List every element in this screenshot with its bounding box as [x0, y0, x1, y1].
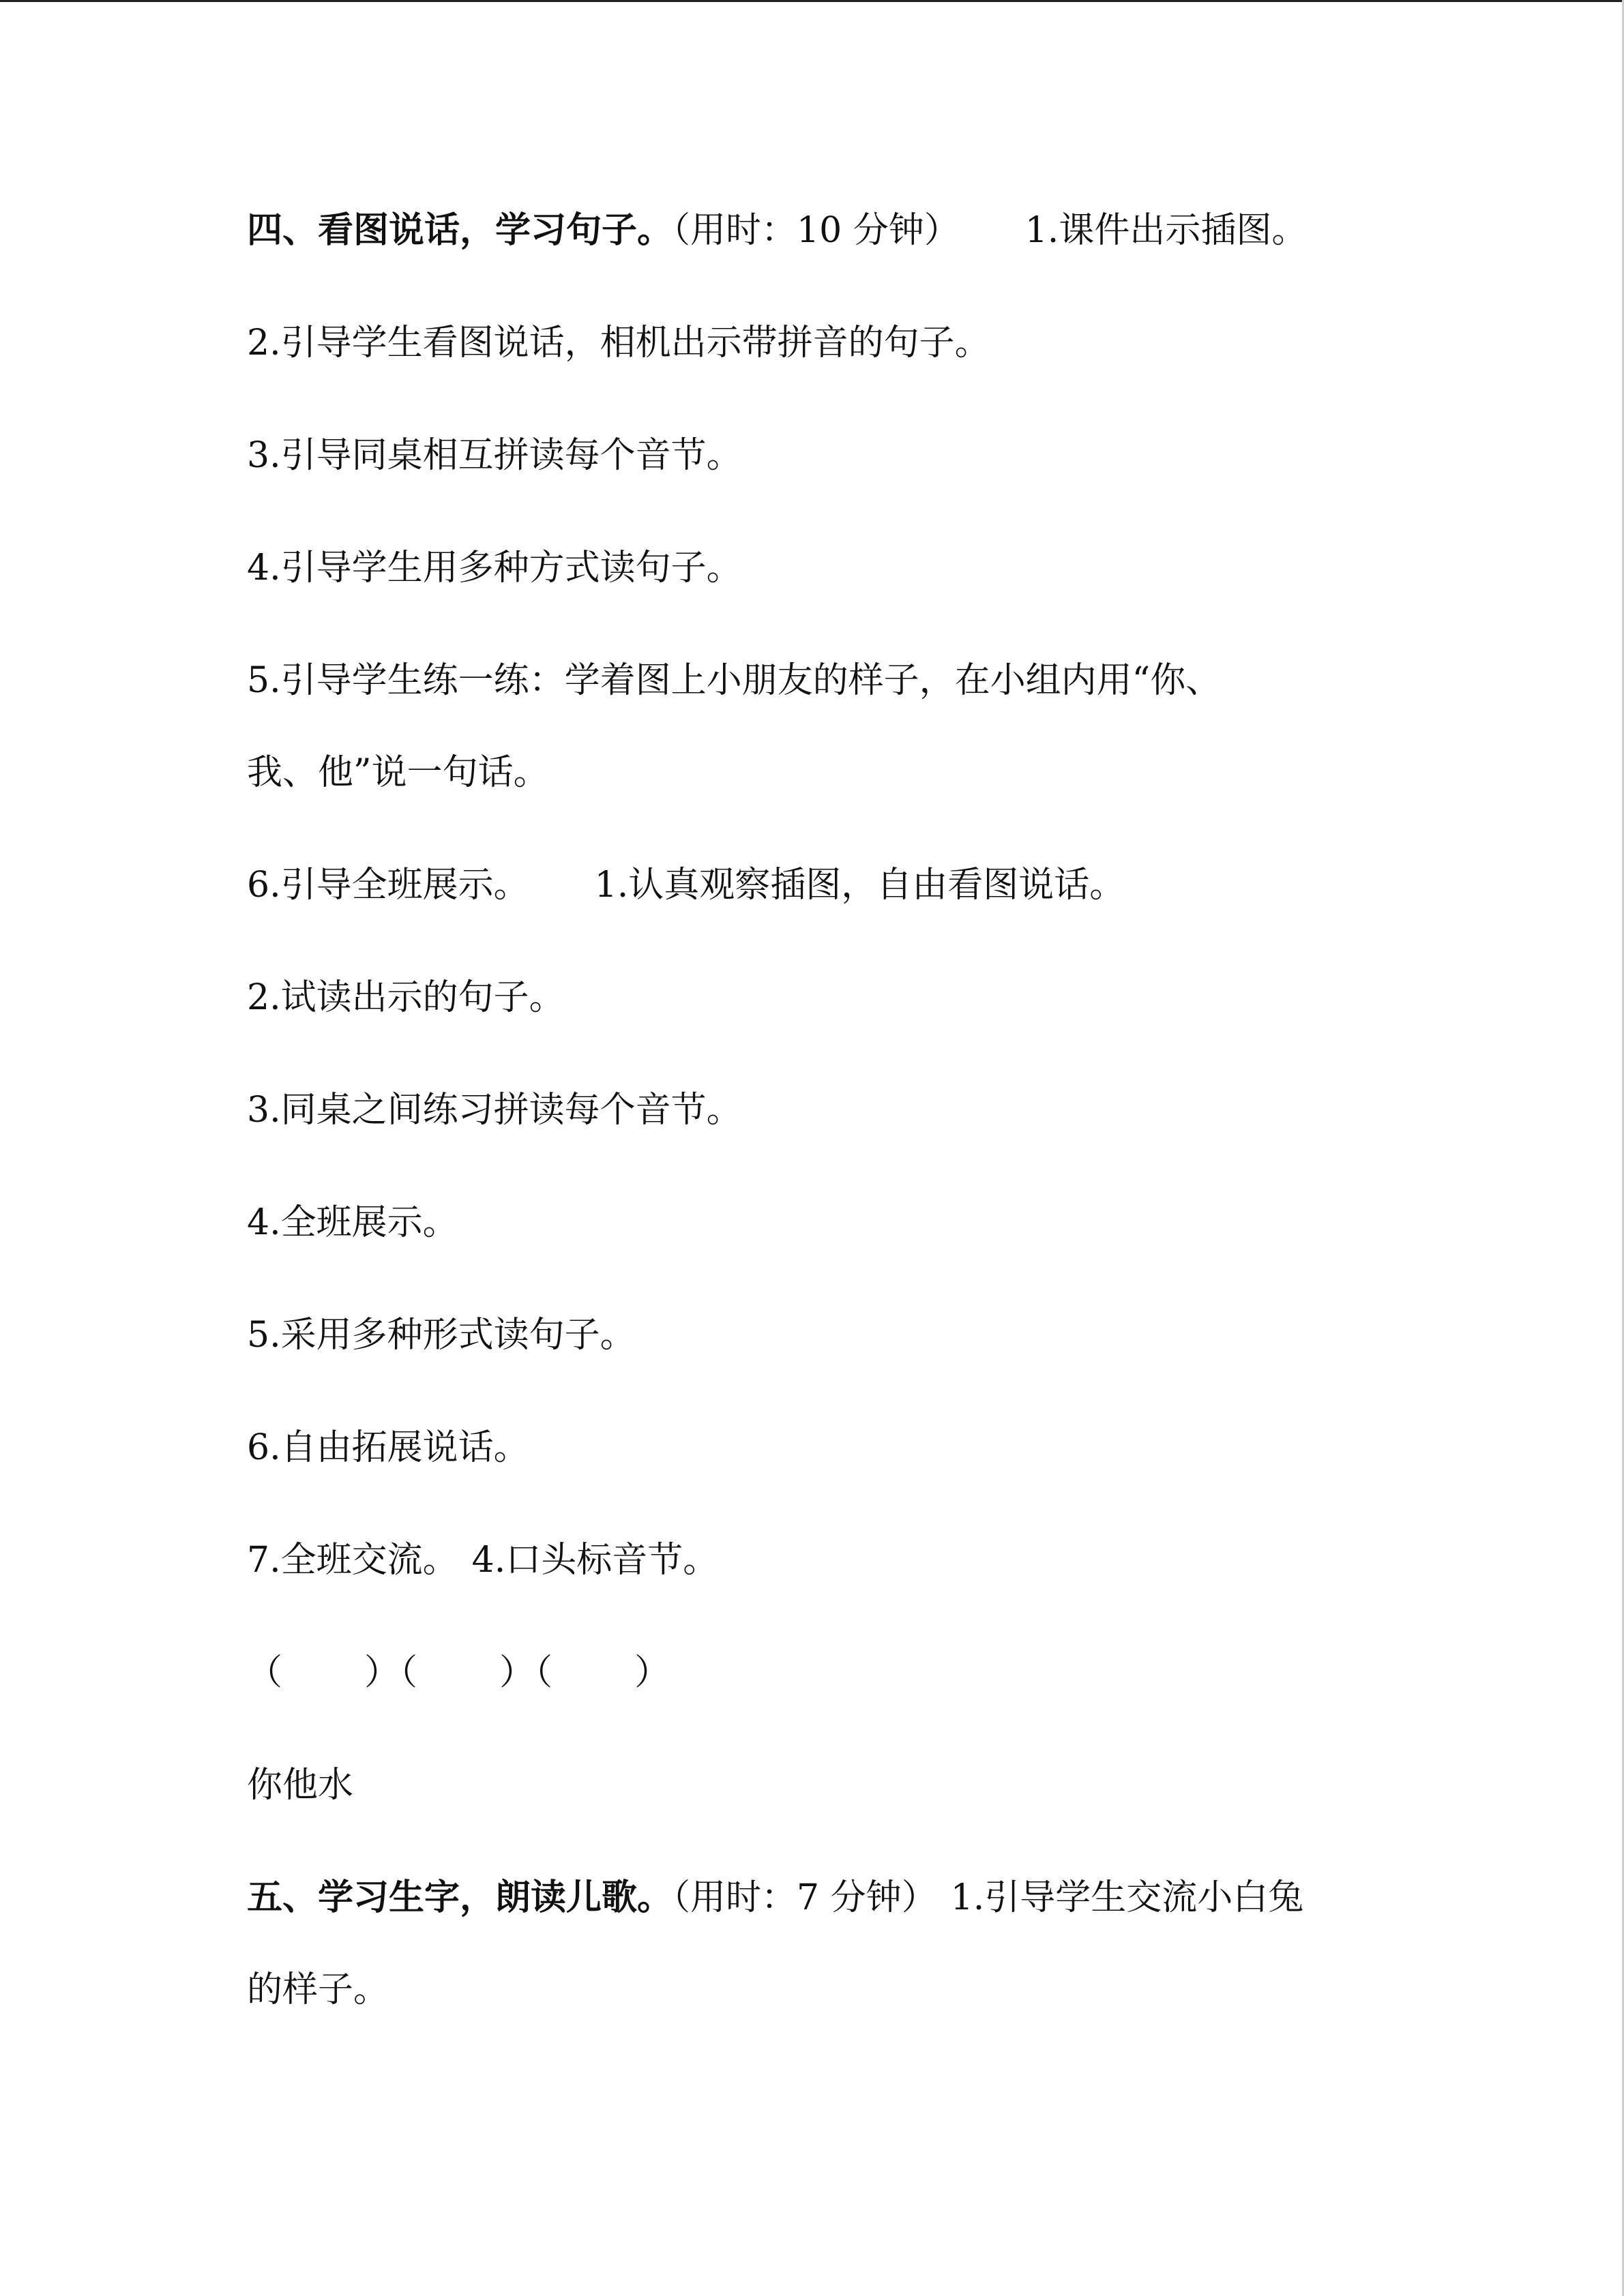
blank-1-close: ）	[364, 1652, 400, 1693]
section5-heading-line	[247, 1877, 1303, 1918]
student-step-3: 3.同桌之间练习拼读每个音节。	[247, 1090, 742, 1131]
section4-time-note: （用时：10 分钟）	[673, 210, 960, 251]
teacher-step-5: 5.引导学生练一练：学着图上小朋友的样子，在小组内用“你、	[247, 660, 1222, 701]
teacher-step-5-cont: 我、他”说一句话。	[247, 752, 549, 793]
student-step-5: 5.采用多种形式读句子。	[247, 1315, 636, 1356]
student-step-2: 2.试读出示的句子。	[247, 977, 565, 1018]
oral-phonetic-step: 4.口头标音节。	[471, 1540, 719, 1581]
teacher-step-4: 4.引导学生用多种方式读句子。	[247, 548, 742, 588]
blank-2-close: ）	[499, 1652, 535, 1693]
section5-step-1-cont: 的样子。	[247, 1969, 389, 2010]
section5-time-note: （用时：7 分钟）	[673, 1877, 937, 1918]
answer-blanks	[247, 1652, 670, 1693]
teacher-step-6: 6.引导全班展示。	[247, 865, 529, 906]
characters-line: 你他水	[247, 1765, 354, 1806]
section5-heading: 五、学习生字，朗读儿歌。	[247, 1877, 673, 1918]
student-step-6: 6.自由拓展说话。	[247, 1427, 529, 1468]
teacher-step-3: 3.引导同桌相互拼读每个音节。	[247, 435, 742, 476]
teacher-step-2: 2.引导学生看图说话，相机出示带拼音的句子。	[247, 323, 990, 363]
section5-step-1: 1.引导学生交流小白兔	[950, 1877, 1304, 1918]
page-top-border	[0, 0, 1624, 2]
blank-3-open: （	[535, 1652, 553, 1693]
step-7-line	[247, 1540, 718, 1581]
teacher-step-6-line	[247, 865, 1125, 906]
blank-2-open: （	[400, 1652, 418, 1693]
student-step-1: 1.认真观察插图，自由看图说话。	[594, 865, 1125, 906]
teacher-step-7: 7.全班交流。	[247, 1540, 458, 1581]
section4-student-step1: 1.课件出示插图。	[1024, 210, 1308, 251]
blank-1-open: （	[247, 1652, 283, 1693]
student-step-4: 4.全班展示。	[247, 1202, 458, 1243]
blank-3-close: ）	[634, 1652, 670, 1693]
section4-heading: 四、看图说话，学习句子。	[247, 209, 673, 251]
section4-heading-line	[247, 210, 1307, 251]
